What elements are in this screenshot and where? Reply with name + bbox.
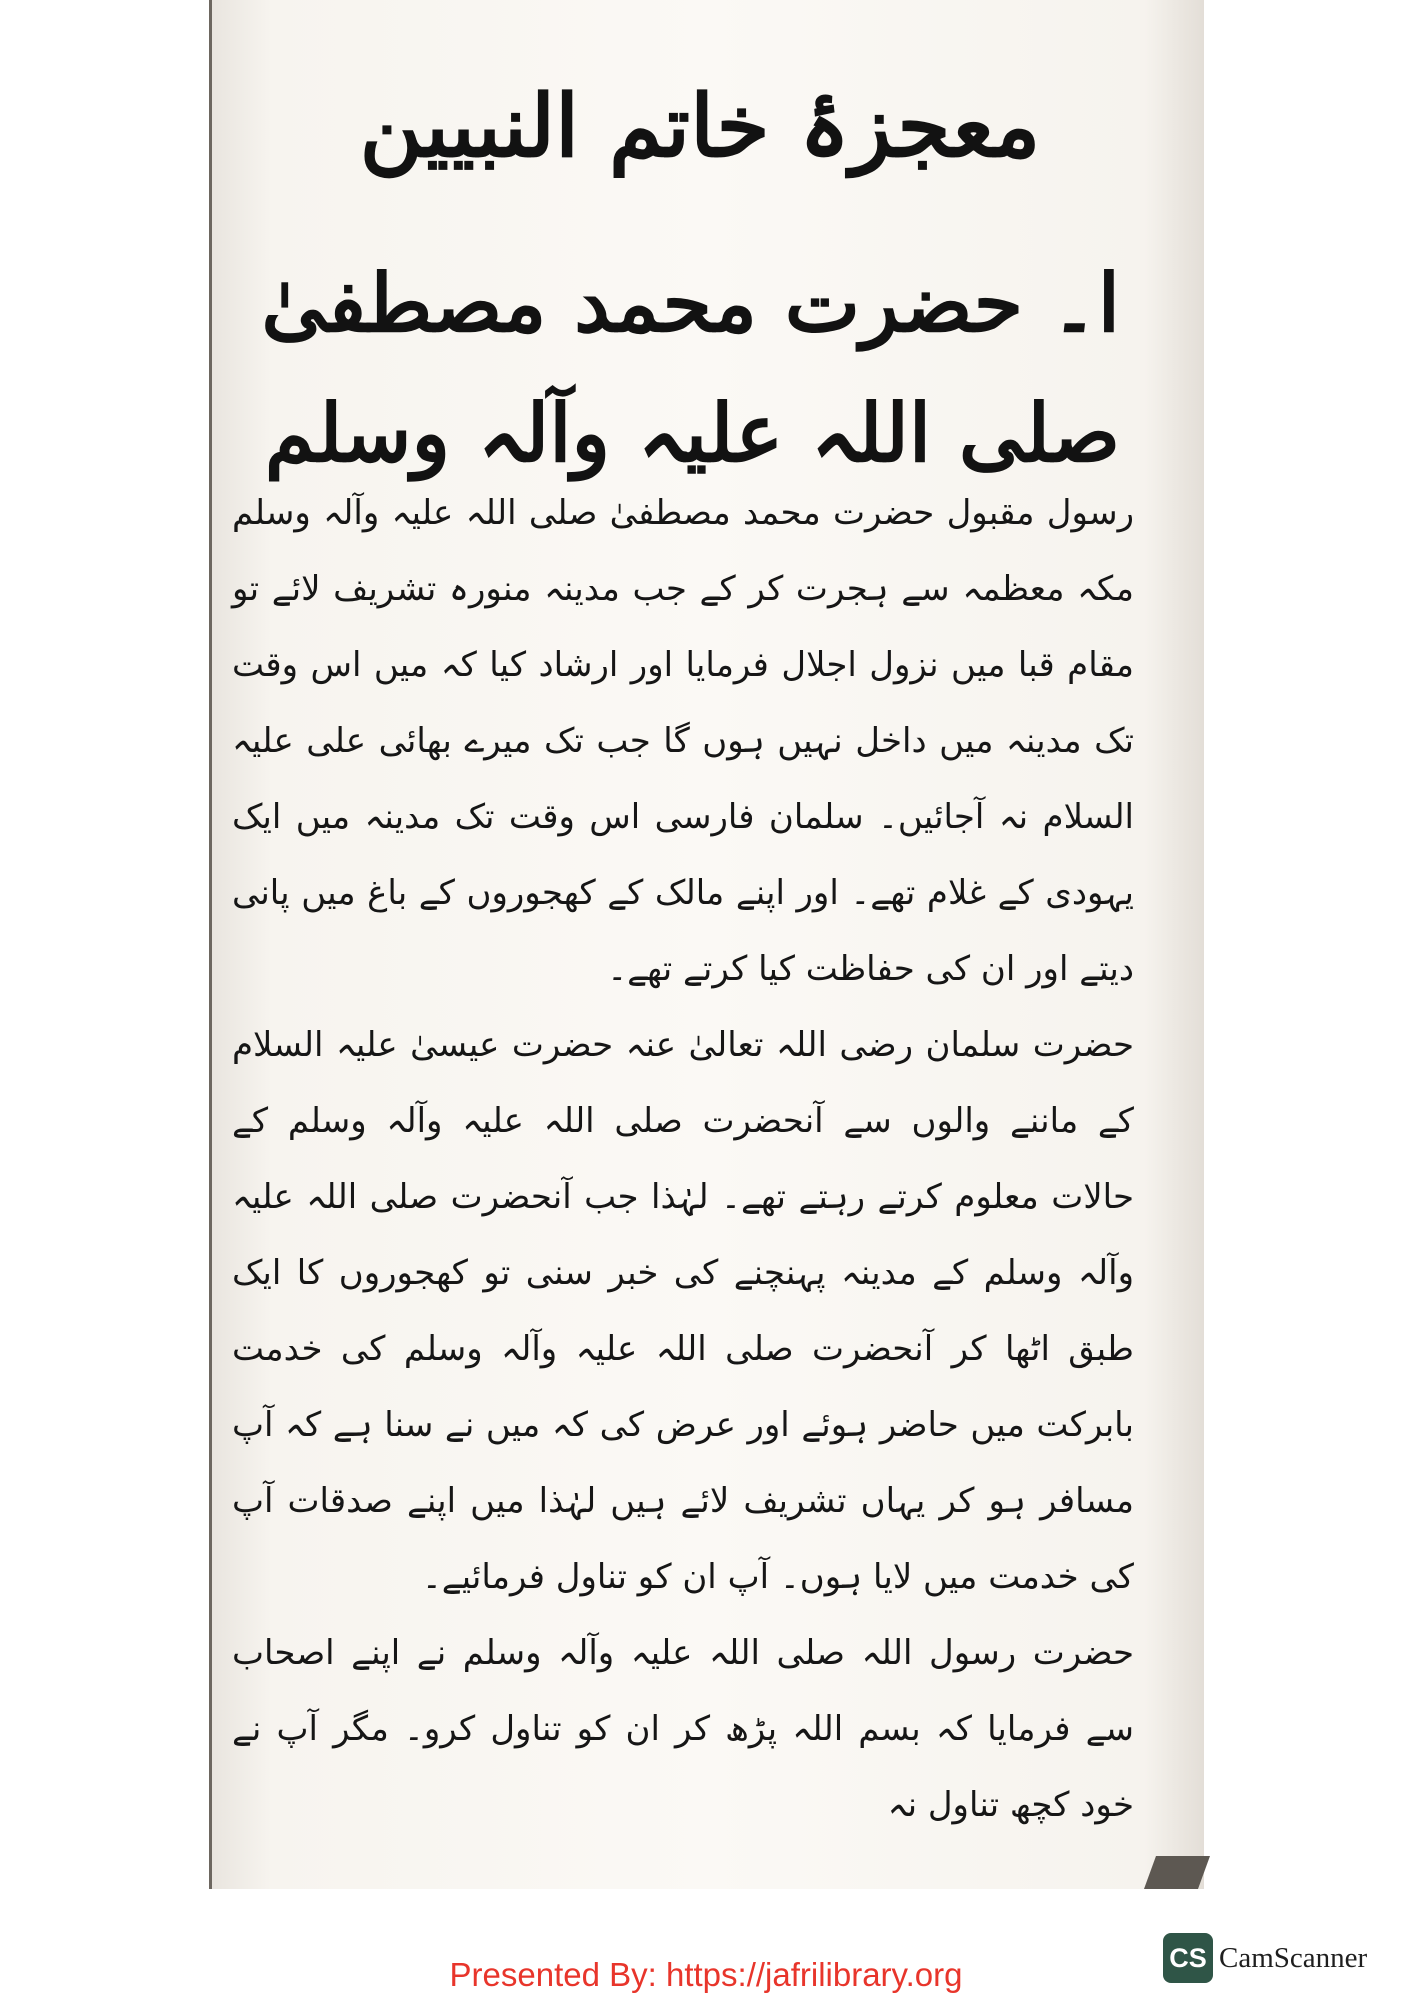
watermark-bottom: Presented By: https://jafrilibrary.org [449, 1956, 963, 1993]
section-heading: ا۔ حضرت محمد مصطفیٰ صلی اللہ علیہ وآلہ وسلم [261, 256, 1120, 480]
paragraph-3: حضرت رسول اللہ صلی اللہ علیہ وآلہ وسلم نے اپنے اصحاب سے فرمایا کہ بسم اللہ پڑھ کر ان کو تناول کرو۔ مگر آپ نے خود کچھ تناول نہ [232, 1633, 1134, 1825]
paragraph-1: رسول مقبول حضرت محمد مصطفیٰ صلی اللہ علیہ وآلہ وسلم مکہ معظمہ سے ہجرت کر کے جب مدینہ منورہ تشریف لائے تو مقام قبا میں نزول اجلال فرمایا اور ارشاد کیا کہ میں اس وقت تک مدینہ میں داخل نہیں ہوں گا جب تک میرے بھائی علی علیہ السلام نہ آجائیں۔ سلمان فارسی اس وقت تک مدینہ میں ایک یہودی کے غلام تھے۔ اور اپنے مالک کے کھجوروں کے باغ میں پانی دیتے اور ان کی حفاظت کیا کرتے تھے۔ [232, 493, 1134, 989]
camscanner-logo-icon: CS [1163, 1933, 1213, 1983]
article-body [232, 475, 1134, 1843]
page-title: معجزۂ خاتم النبیین [359, 76, 1041, 177]
camscanner-label: CamScanner [1219, 1942, 1368, 1974]
paragraph-2: حضرت سلمان رضی اللہ تعالیٰ عنہ حضرت عیسیٰ علیہ السلام کے ماننے والوں سے آنحضرت صلی اللہ علیہ وآلہ وسلم کے حالات معلوم کرتے رہتے تھے۔ لہٰذا جب آنحضرت صلی اللہ علیہ وآلہ وسلم کے مدینہ پہنچنے کی خبر سنی تو کھجوروں کا ایک طبق اٹھا کر آنحضرت صلی اللہ علیہ وآلہ وسلم کی خدمت بابرکت میں حاضر ہوئے اور عرض کی کہ میں نے سنا ہے کہ آپ مسافر ہو کر یہاں تشریف لائے ہیں لہٰذا میں اپنے صدقات آپ کی خدمت میں لایا ہوں۔ آپ ان کو تناول فرمائیے۔ [232, 1025, 1134, 1597]
